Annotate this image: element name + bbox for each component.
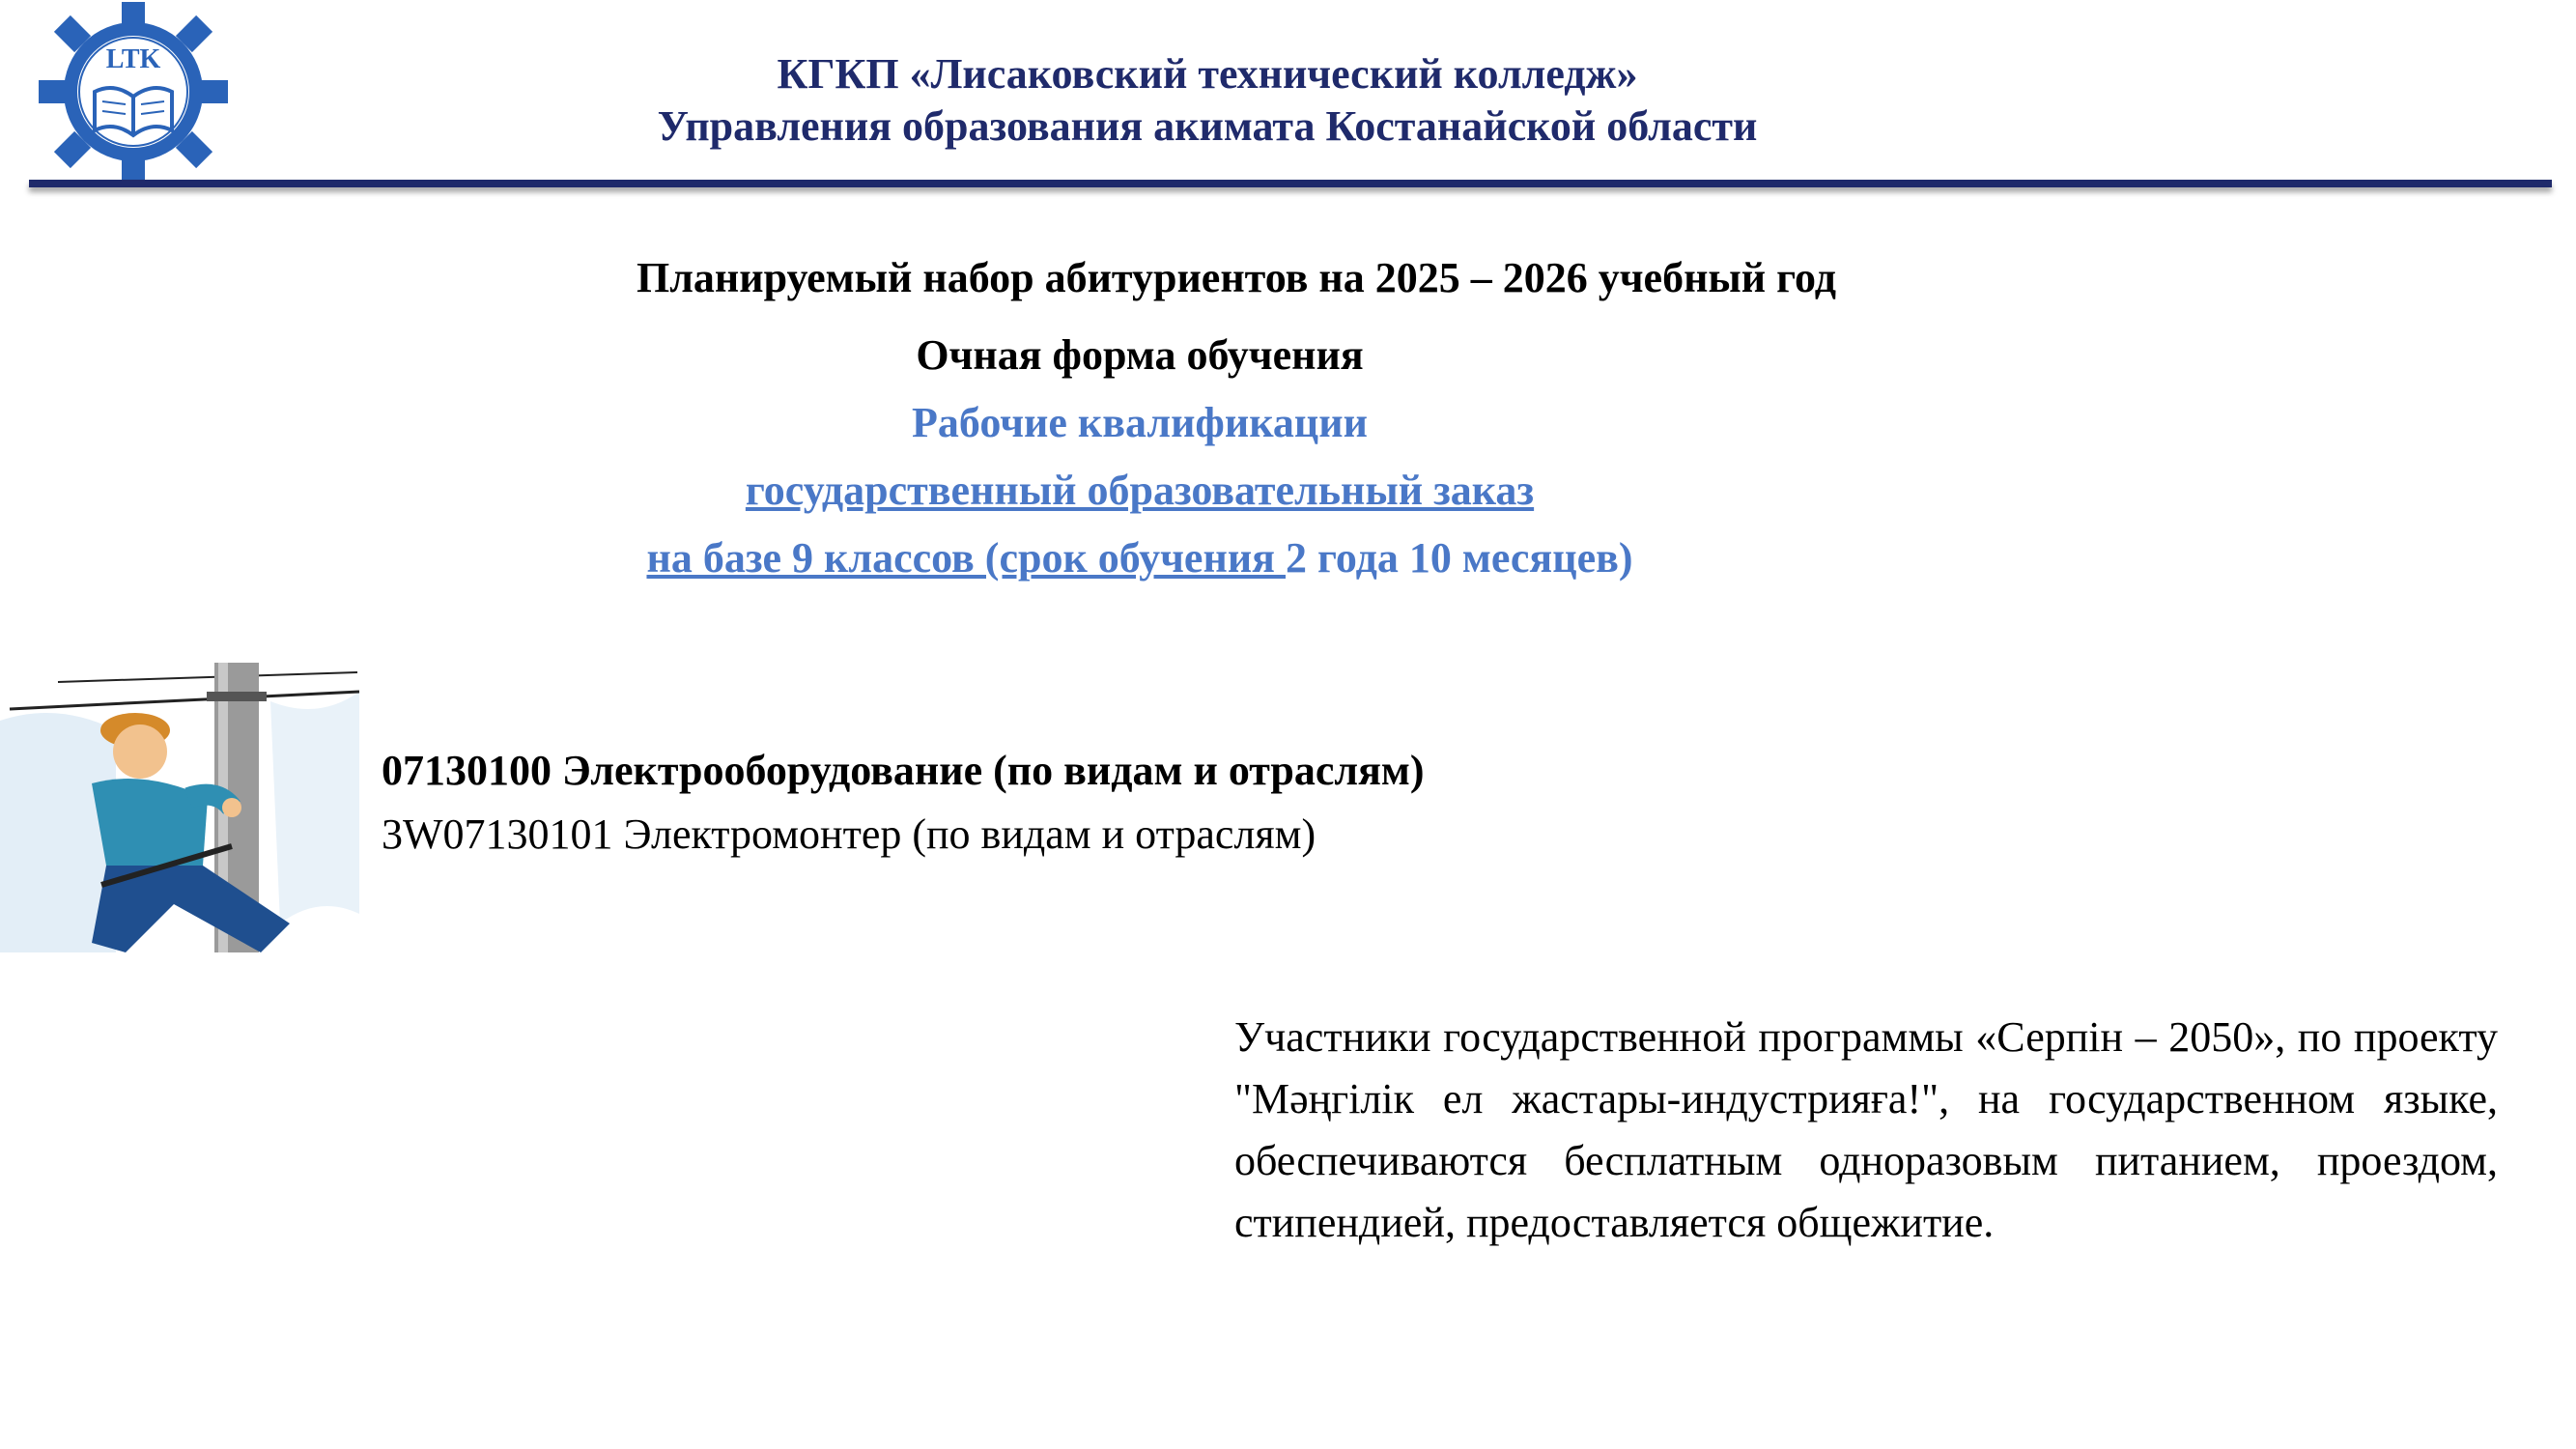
specialty-code-title: 07130100 Электрооборудование (по видам и отраслям) xyxy=(382,747,1425,794)
benefits-note: Участники государственной программы «Серпін – 2050», по проекту "Мәңгілік ел жастары-индустрияға!", на государственном языке, обеспечиваются бесплатным одноразовым питанием, проездом, стипендией, предоставляется общежитие. xyxy=(1234,1013,2498,1246)
study-term-heading xyxy=(0,533,2279,583)
header-divider xyxy=(29,180,2552,187)
plan-title: Планируемый набор абитуриентов на 2025 – 2026 учебный год xyxy=(636,254,1836,301)
study-term-duration: 2 года 10 месяцев) xyxy=(1285,534,1633,582)
college-name: КГКП «Лисаковский технический колледж» xyxy=(777,50,1638,98)
form-title: Очная форма обучения xyxy=(916,331,1364,379)
qualification-heading: Рабочие квалификации xyxy=(912,399,1368,446)
electrician-illustration xyxy=(0,663,359,952)
logo-text: LTK xyxy=(105,44,161,74)
state-order-heading: государственный образовательный заказ xyxy=(745,467,1535,514)
college-department: Управления образования акимата Костанайской области xyxy=(657,102,1758,150)
specialty-qualification: 3W07130101 Электромонтер (по видам и отраслям) xyxy=(382,810,1316,858)
study-term-underlined: на базе 9 классов (срок обучения xyxy=(646,534,1286,582)
